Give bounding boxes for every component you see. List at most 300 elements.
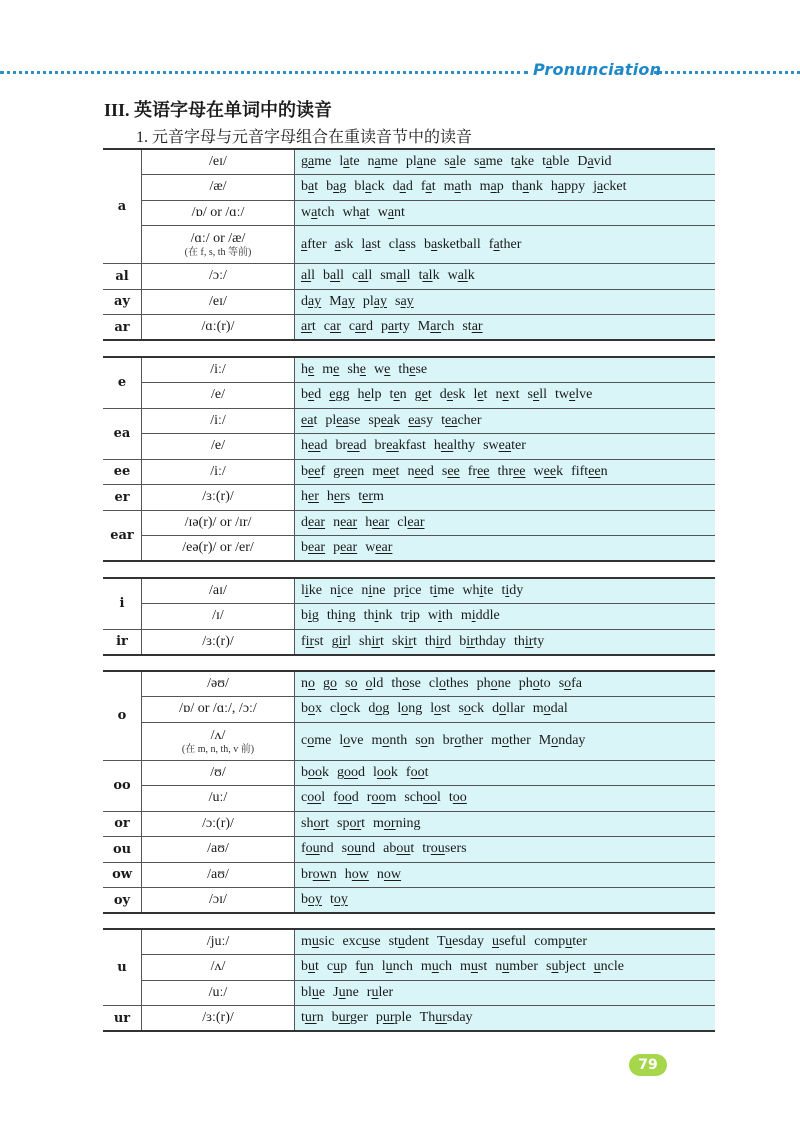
- example-word: happy: [550, 179, 586, 195]
- example-word: breakfast: [374, 438, 426, 454]
- example-word: white: [462, 583, 494, 598]
- letter-cell: u: [103, 929, 142, 1006]
- table-row: [103, 226, 715, 264]
- ipa-cell: /aɪ/: [142, 578, 295, 604]
- example-word: cup: [326, 959, 348, 975]
- table-row: [103, 149, 715, 175]
- sound-table: [103, 670, 715, 914]
- letter-cell: al: [103, 264, 142, 290]
- letter-cell: ee: [103, 459, 142, 485]
- sound-table: [103, 577, 715, 656]
- example-words-cell: [295, 929, 716, 955]
- example-word: nine: [361, 583, 386, 598]
- example-word: tidy: [501, 583, 524, 598]
- example-word: long: [397, 701, 423, 717]
- example-word: brother: [442, 733, 484, 748]
- page-number: 79: [629, 1054, 667, 1076]
- example-word: jacket: [593, 179, 627, 195]
- example-word: excuse: [342, 934, 381, 949]
- letter-cell: ow: [103, 862, 142, 888]
- example-words-cell: [295, 383, 716, 409]
- example-word: let: [473, 387, 488, 403]
- example-word: so: [345, 676, 358, 691]
- letter-cell: ou: [103, 837, 142, 863]
- example-word: math: [443, 179, 472, 195]
- example-word: number: [495, 959, 538, 975]
- example-word: basketball: [424, 236, 481, 252]
- ipa-cell: /ɑː(r)/: [142, 315, 295, 341]
- example-word: take: [510, 154, 535, 169]
- example-word: wear: [365, 540, 393, 555]
- example-word: bread: [335, 438, 367, 454]
- example-words-cell: [295, 786, 716, 812]
- example-word: map: [479, 179, 504, 195]
- table-row: [103, 811, 715, 837]
- example-word: ten: [389, 387, 407, 403]
- example-word: food: [333, 790, 359, 806]
- example-word: trousers: [422, 841, 467, 857]
- example-word: those: [391, 676, 421, 691]
- example-word: speak: [368, 412, 401, 428]
- table-row: [103, 888, 715, 914]
- ipa-cell: /ɒ/ or /ɑː/: [142, 200, 295, 226]
- table-row: [103, 357, 715, 383]
- example-word: card: [348, 319, 373, 334]
- example-word: about: [383, 841, 415, 857]
- example-word: student: [388, 934, 430, 949]
- example-word: twelve: [555, 387, 593, 403]
- example-word: look: [373, 764, 398, 780]
- example-word: son: [415, 733, 435, 748]
- table-row: [103, 510, 715, 536]
- letter-cell: ur: [103, 1006, 142, 1032]
- example-word: class: [388, 236, 417, 252]
- letter-cell: ear: [103, 510, 142, 561]
- example-word: after: [301, 236, 327, 252]
- example-word: nice: [330, 583, 354, 598]
- example-word: how: [344, 866, 369, 882]
- letter-cell: ar: [103, 315, 142, 341]
- example-word: sofa: [558, 676, 583, 691]
- example-word: late: [339, 154, 360, 169]
- example-word: father: [488, 236, 522, 252]
- table-row: [103, 722, 715, 760]
- table-row: [103, 536, 715, 562]
- example-word: good: [337, 764, 365, 780]
- example-words-cell: [295, 862, 716, 888]
- example-word: all: [301, 268, 315, 284]
- example-words-cell: [295, 408, 716, 434]
- example-word: game: [301, 154, 332, 169]
- ipa-cell: /iː/: [142, 408, 295, 434]
- example-word: head: [301, 438, 328, 454]
- example-word: what: [342, 204, 370, 220]
- example-word: Tuesday: [437, 934, 484, 949]
- example-word: music: [301, 934, 335, 949]
- example-word: sock: [458, 701, 485, 717]
- example-words-cell: [295, 671, 716, 697]
- section-title: 英语字母在单词中的读音: [134, 100, 333, 120]
- example-word: eat: [301, 412, 318, 428]
- example-word: dog: [368, 701, 390, 717]
- example-words-cell: [295, 510, 716, 536]
- example-word: girl: [331, 633, 352, 649]
- example-word: call: [352, 268, 373, 284]
- example-word: book: [301, 764, 329, 780]
- example-word: thirty: [513, 633, 545, 649]
- letter-cell: e: [103, 357, 142, 408]
- example-word: school: [404, 790, 441, 806]
- ipa-cell: /ʊ/: [142, 760, 295, 786]
- ipa-note: (在 f, s, th 等前): [184, 247, 252, 258]
- example-word: first: [301, 633, 324, 649]
- letter-cell: o: [103, 671, 142, 760]
- example-word: much: [420, 959, 452, 975]
- table-row: [103, 671, 715, 697]
- example-word: with: [427, 608, 453, 624]
- example-word: fat: [420, 179, 436, 195]
- letter-cell: oy: [103, 888, 142, 914]
- example-word: clock: [330, 701, 361, 717]
- ipa-cell: /eɪ/: [142, 149, 295, 175]
- sound-table: [103, 356, 715, 562]
- example-word: ask: [334, 236, 354, 252]
- table-row: [103, 929, 715, 955]
- example-word: hear: [365, 514, 390, 530]
- subsection-title: 1. 元音字母与元音字母组合在重读音节中的读音: [136, 129, 473, 146]
- example-word: burger: [331, 1010, 368, 1025]
- example-word: sound: [341, 841, 376, 857]
- header-dotted-line-right: [654, 71, 800, 74]
- example-word: birthday: [459, 633, 506, 649]
- ipa-cell: /e/: [142, 383, 295, 409]
- ipa-cell: /ɜː(r)/: [142, 629, 295, 655]
- example-word: lunch: [381, 959, 413, 975]
- example-words-cell: [295, 459, 716, 485]
- example-word: clothes: [428, 676, 469, 691]
- example-word: she: [347, 362, 366, 377]
- ipa-note: (在 m, n, th, v 前): [181, 743, 255, 755]
- section-number: III.: [104, 100, 130, 120]
- example-word: dear: [301, 514, 326, 530]
- example-word: plane: [405, 154, 437, 169]
- example-word: ruler: [366, 984, 394, 1000]
- example-words-cell: [295, 264, 716, 290]
- example-word: old: [365, 676, 384, 691]
- example-words-cell: [295, 175, 716, 201]
- example-word: dad: [392, 179, 413, 195]
- example-word: healthy: [433, 438, 476, 454]
- letter-cell: i: [103, 578, 142, 629]
- example-word: art: [301, 319, 316, 334]
- table-row: [103, 578, 715, 604]
- example-word: say: [395, 293, 414, 309]
- example-word: car: [323, 319, 341, 334]
- example-words-cell: [295, 200, 716, 226]
- example-word: same: [473, 154, 503, 169]
- example-word: brown: [301, 866, 337, 882]
- table-row: [103, 629, 715, 655]
- example-word: play: [362, 293, 387, 309]
- example-word: lost: [430, 701, 451, 717]
- example-word: please: [325, 412, 361, 428]
- table-row: [103, 175, 715, 201]
- example-word: but: [301, 959, 319, 975]
- ipa-cell: /ɜː(r)/: [142, 1006, 295, 1032]
- example-word: me: [322, 362, 340, 377]
- example-word: March: [417, 319, 455, 334]
- letter-cell: ea: [103, 408, 142, 459]
- example-word: easy: [408, 412, 434, 428]
- example-word: need: [407, 463, 434, 479]
- table-row: [103, 786, 715, 812]
- example-words-cell: [295, 226, 716, 264]
- example-word: clear: [397, 514, 425, 530]
- example-word: box: [301, 701, 322, 717]
- ipa-cell: /ɜː(r)/: [142, 485, 295, 511]
- table-row: [103, 408, 715, 434]
- example-word: party: [381, 319, 410, 334]
- ipa-cell: /juː/: [142, 929, 295, 955]
- example-words-cell: [295, 315, 716, 341]
- ipa-cell: /ɪə(r)/ or /ɪr/: [142, 510, 295, 536]
- example-word: thank: [511, 179, 543, 195]
- example-word: bear: [301, 540, 326, 555]
- example-word: go: [323, 676, 337, 691]
- example-words-cell: [295, 980, 716, 1006]
- example-word: photo: [518, 676, 551, 691]
- example-word: egg: [329, 387, 350, 403]
- example-word: think: [363, 608, 393, 624]
- example-words-cell: [295, 1006, 716, 1032]
- ipa-cell: /ɔː/: [142, 264, 295, 290]
- example-word: cool: [301, 790, 326, 806]
- example-word: June: [333, 984, 359, 1000]
- example-word: see: [441, 463, 460, 479]
- example-words-cell: [295, 955, 716, 981]
- example-word: help: [357, 387, 382, 403]
- example-word: near: [333, 514, 358, 530]
- example-word: Thursday: [419, 1010, 473, 1025]
- example-word: shirt: [359, 633, 384, 649]
- ipa-cell: /ɑː/ or /æ/ (在 f, s, th 等前): [142, 226, 295, 264]
- sound-table: [103, 148, 715, 341]
- table-row: [103, 289, 715, 315]
- example-word: short: [301, 815, 330, 831]
- ipa-cell: /eə(r)/ or /er/: [142, 536, 295, 562]
- example-word: pear: [333, 540, 358, 555]
- letter-cell: ir: [103, 629, 142, 655]
- example-word: want: [377, 204, 405, 220]
- example-word: green: [333, 463, 365, 479]
- section-heading: [104, 96, 332, 122]
- example-word: David: [577, 154, 612, 169]
- example-words-cell: [295, 485, 716, 511]
- example-words-cell: [295, 357, 716, 383]
- example-word: purple: [375, 1010, 412, 1025]
- example-word: modal: [532, 701, 568, 717]
- example-word: too: [448, 790, 467, 806]
- example-word: we: [374, 362, 391, 377]
- example-word: thing: [326, 608, 356, 624]
- letter-cell: oo: [103, 760, 142, 811]
- example-word: name: [367, 154, 398, 169]
- example-words-cell: [295, 149, 716, 175]
- example-words-cell: [295, 697, 716, 723]
- example-words-cell: [295, 289, 716, 315]
- example-word: walk: [447, 268, 475, 284]
- ipa-cell: /e/: [142, 434, 295, 460]
- ipa-cell: /əʊ/: [142, 671, 295, 697]
- example-word: must: [460, 959, 488, 975]
- table-row: [103, 200, 715, 226]
- example-words-cell: [295, 837, 716, 863]
- example-word: week: [533, 463, 564, 479]
- example-word: phone: [476, 676, 511, 691]
- ipa-cell: /ɔɪ/: [142, 888, 295, 914]
- ipa-cell: /ɒ/ or /ɑː/, /ɔː/: [142, 697, 295, 723]
- ipa-cell: /iː/: [142, 459, 295, 485]
- example-word: bat: [301, 179, 319, 195]
- table-row: [103, 315, 715, 341]
- example-words-cell: [295, 604, 716, 630]
- letter-cell: ay: [103, 289, 142, 315]
- sound-table: [103, 928, 715, 1032]
- example-word: next: [495, 387, 520, 403]
- example-word: teacher: [441, 412, 482, 428]
- example-words-cell: [295, 722, 716, 760]
- letter-cell: a: [103, 149, 142, 264]
- example-word: mother: [491, 733, 531, 748]
- ipa-cell: /æ/: [142, 175, 295, 201]
- example-word: skirt: [391, 633, 417, 649]
- example-word: no: [301, 676, 315, 691]
- header-dotted-line-left: [0, 71, 528, 74]
- table-row: [103, 760, 715, 786]
- example-word: hers: [326, 489, 351, 505]
- table-row: [103, 485, 715, 511]
- ipa-cell: /aʊ/: [142, 837, 295, 863]
- table-row: [103, 955, 715, 981]
- example-word: May: [329, 293, 355, 309]
- example-word: bag: [326, 179, 347, 195]
- example-word: watch: [301, 204, 335, 220]
- table-row: [103, 1006, 715, 1032]
- ipa-cell: /ɪ/: [142, 604, 295, 630]
- example-word: come: [301, 733, 332, 748]
- example-word: small: [380, 268, 411, 284]
- example-word: desk: [439, 387, 466, 403]
- example-words-cell: [295, 536, 716, 562]
- example-word: Monday: [538, 733, 586, 748]
- example-words-cell: [295, 434, 716, 460]
- example-word: toy: [330, 892, 348, 907]
- example-word: like: [301, 583, 322, 598]
- example-word: term: [358, 489, 384, 505]
- example-word: found: [301, 841, 334, 857]
- example-word: useful: [491, 934, 527, 949]
- table-row: [103, 434, 715, 460]
- example-words-cell: [295, 578, 716, 604]
- example-word: he: [301, 362, 315, 377]
- example-word: talk: [418, 268, 440, 284]
- example-words-cell: [295, 888, 716, 914]
- example-word: beef: [301, 463, 326, 479]
- example-word: month: [371, 733, 408, 748]
- example-word: dollar: [492, 701, 525, 717]
- table-row: [103, 264, 715, 290]
- example-word: room: [366, 790, 397, 806]
- example-word: sale: [444, 154, 466, 169]
- example-word: ball: [323, 268, 344, 284]
- ipa-cell: /uː/: [142, 980, 295, 1006]
- example-word: last: [361, 236, 381, 252]
- ipa-cell: /uː/: [142, 786, 295, 812]
- example-word: time: [429, 583, 455, 598]
- example-word: subject: [546, 959, 586, 975]
- table-row: [103, 459, 715, 485]
- example-word: her: [301, 489, 319, 505]
- example-word: trip: [400, 608, 420, 624]
- example-word: table: [542, 154, 570, 169]
- example-word: now: [376, 866, 402, 882]
- example-word: meet: [372, 463, 400, 479]
- example-word: big: [301, 608, 319, 624]
- example-word: middle: [460, 608, 500, 624]
- example-word: price: [393, 583, 422, 598]
- table-row: [103, 697, 715, 723]
- letter-cell: or: [103, 811, 142, 837]
- example-word: bed: [301, 387, 322, 403]
- example-word: third: [424, 633, 452, 649]
- ipa-cell: /iː/: [142, 357, 295, 383]
- table-row: [103, 837, 715, 863]
- letter-cell: er: [103, 485, 142, 511]
- example-word: fun: [355, 959, 374, 975]
- table-row: [103, 980, 715, 1006]
- example-word: free: [467, 463, 490, 479]
- example-word: these: [398, 362, 428, 377]
- table-row: [103, 604, 715, 630]
- example-word: star: [462, 319, 483, 334]
- example-word: sell: [527, 387, 547, 403]
- header-title: Pronunciation: [533, 60, 662, 79]
- example-word: blue: [301, 984, 326, 1000]
- ipa-cell: /ʌ/ (在 m, n, th, v 前): [142, 722, 295, 760]
- example-word: fifteen: [571, 463, 608, 479]
- example-word: get: [414, 387, 432, 403]
- example-word: foot: [405, 764, 429, 780]
- example-word: computer: [534, 934, 588, 949]
- example-word: day: [301, 293, 322, 309]
- ipa-cell: /ɔː(r)/: [142, 811, 295, 837]
- table-row: [103, 862, 715, 888]
- ipa-cell: /ʌ/: [142, 955, 295, 981]
- example-word: three: [497, 463, 526, 479]
- ipa-cell: /aʊ/: [142, 862, 295, 888]
- example-word: uncle: [593, 959, 624, 975]
- example-word: sport: [337, 815, 366, 831]
- ipa-cell: /eɪ/: [142, 289, 295, 315]
- example-words-cell: [295, 629, 716, 655]
- example-word: turn: [301, 1010, 324, 1025]
- example-words-cell: [295, 811, 716, 837]
- example-word: black: [354, 179, 385, 195]
- example-word: morning: [373, 815, 421, 831]
- example-word: sweater: [483, 438, 526, 454]
- example-word: boy: [301, 892, 322, 907]
- table-row: [103, 383, 715, 409]
